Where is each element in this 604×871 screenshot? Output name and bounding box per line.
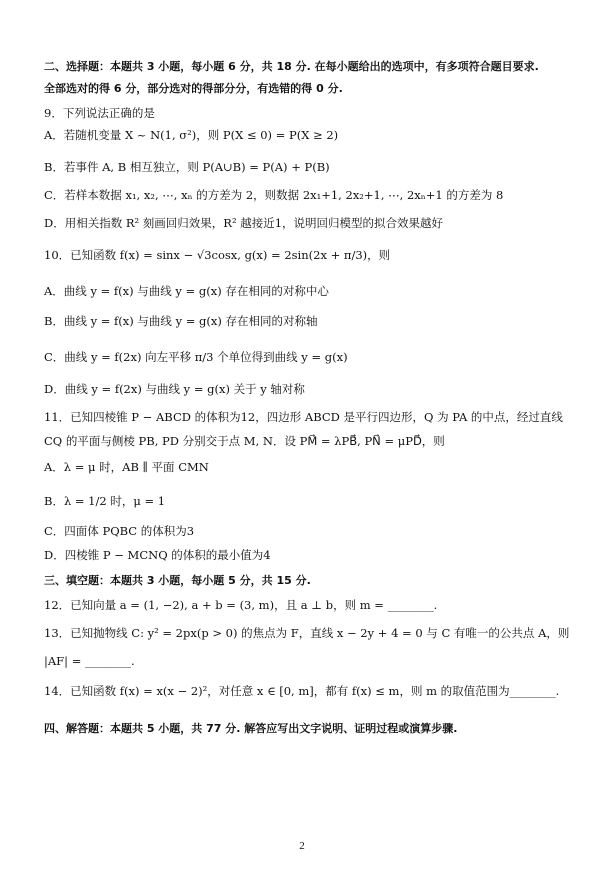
question-11-option-a: A．λ = μ 时，AB ∥ 平面 CMN: [44, 460, 209, 474]
section-3-header: 三、填空题：本题共 3 小题，每小题 5 分，共 15 分.: [44, 574, 311, 587]
question-13-line2: |AF| = ________.: [44, 654, 135, 668]
question-11-option-d: D．四棱锥 P − MCNQ 的体积的最小值为4: [44, 548, 271, 562]
question-13-line1: 13．已知抛物线 C: y² = 2px(p > 0) 的焦点为 F，直线 x − 2y + 4 = 0 与 C 有唯一的公共点 A，则: [44, 626, 570, 640]
section-2-header-line1: 二、选择题：本题共 3 小题，每小题 6 分，共 18 分. 在每小题给出的选项中，有多项符合题目要求.: [44, 60, 539, 73]
question-10-option-d: D．曲线 y = f(2x) 与曲线 y = g(x) 关于 y 轴对称: [44, 382, 305, 396]
question-11-stem-line1: 11．已知四棱锥 P − ABCD 的体积为12，四边形 ABCD 是平行四边形，Q 为 PA 的中点，经过直线: [44, 410, 563, 424]
question-9-option-b: B．若事件 A, B 相互独立，则 P(A∪B) = P(A) + P(B): [44, 160, 330, 174]
question-11-stem-line2: CQ 的平面与侧棱 PB, PD 分别交于点 M, N．设 PM⃗ = λPB⃗, PN⃗ = μPD⃗，则: [44, 434, 445, 448]
question-10-option-b: B．曲线 y = f(x) 与曲线 y = g(x) 存在相同的对称轴: [44, 314, 318, 328]
question-9-stem: 9．下列说法正确的是: [44, 106, 155, 120]
section-2-header-line2: 全部选对的得 6 分，部分选对的得部分分，有选错的得 0 分.: [44, 82, 343, 95]
section-4-header: 四、解答题：本题共 5 小题，共 77 分. 解答应写出文字说明、证明过程或演算步骤.: [44, 722, 458, 735]
question-11-option-c: C．四面体 PQBC 的体积为3: [44, 524, 195, 538]
question-10-stem: 10．已知函数 f(x) = sinx − √3cosx, g(x) = 2sin(2x + π/3)，则: [44, 248, 391, 262]
question-10-option-a: A．曲线 y = f(x) 与曲线 y = g(x) 存在相同的对称中心: [44, 284, 329, 298]
question-12: 12．已知向量 a = (1, −2), a + b = (3, m)，且 a ⊥ b，则 m = ________.: [44, 598, 438, 612]
question-9-option-a: A．若随机变量 X ~ N(1, σ²)，则 P(X ≤ 0) = P(X ≥ 2): [44, 128, 339, 142]
question-11-option-b: B．λ = 1/2 时，μ = 1: [44, 494, 166, 508]
page-number: 2: [299, 840, 305, 852]
question-9-option-d: D．用相关指数 R² 刻画回归效果，R² 越接近1，说明回归模型的拟合效果越好: [44, 216, 444, 230]
question-10-option-c: C．曲线 y = f(2x) 向左平移 π/3 个单位得到曲线 y = g(x): [44, 350, 348, 364]
question-9-option-c: C．若样本数据 x₁, x₂, ⋯, xₙ 的方差为 2，则数据 2x₁+1, 2x₂+1, ⋯, 2xₙ+1 的方差为 8: [44, 188, 504, 202]
question-14: 14．已知函数 f(x) = x(x − 2)²，对任意 x ∈ [0, m]，都有 f(x) ≤ m，则 m 的取值范围为________.: [44, 684, 560, 698]
